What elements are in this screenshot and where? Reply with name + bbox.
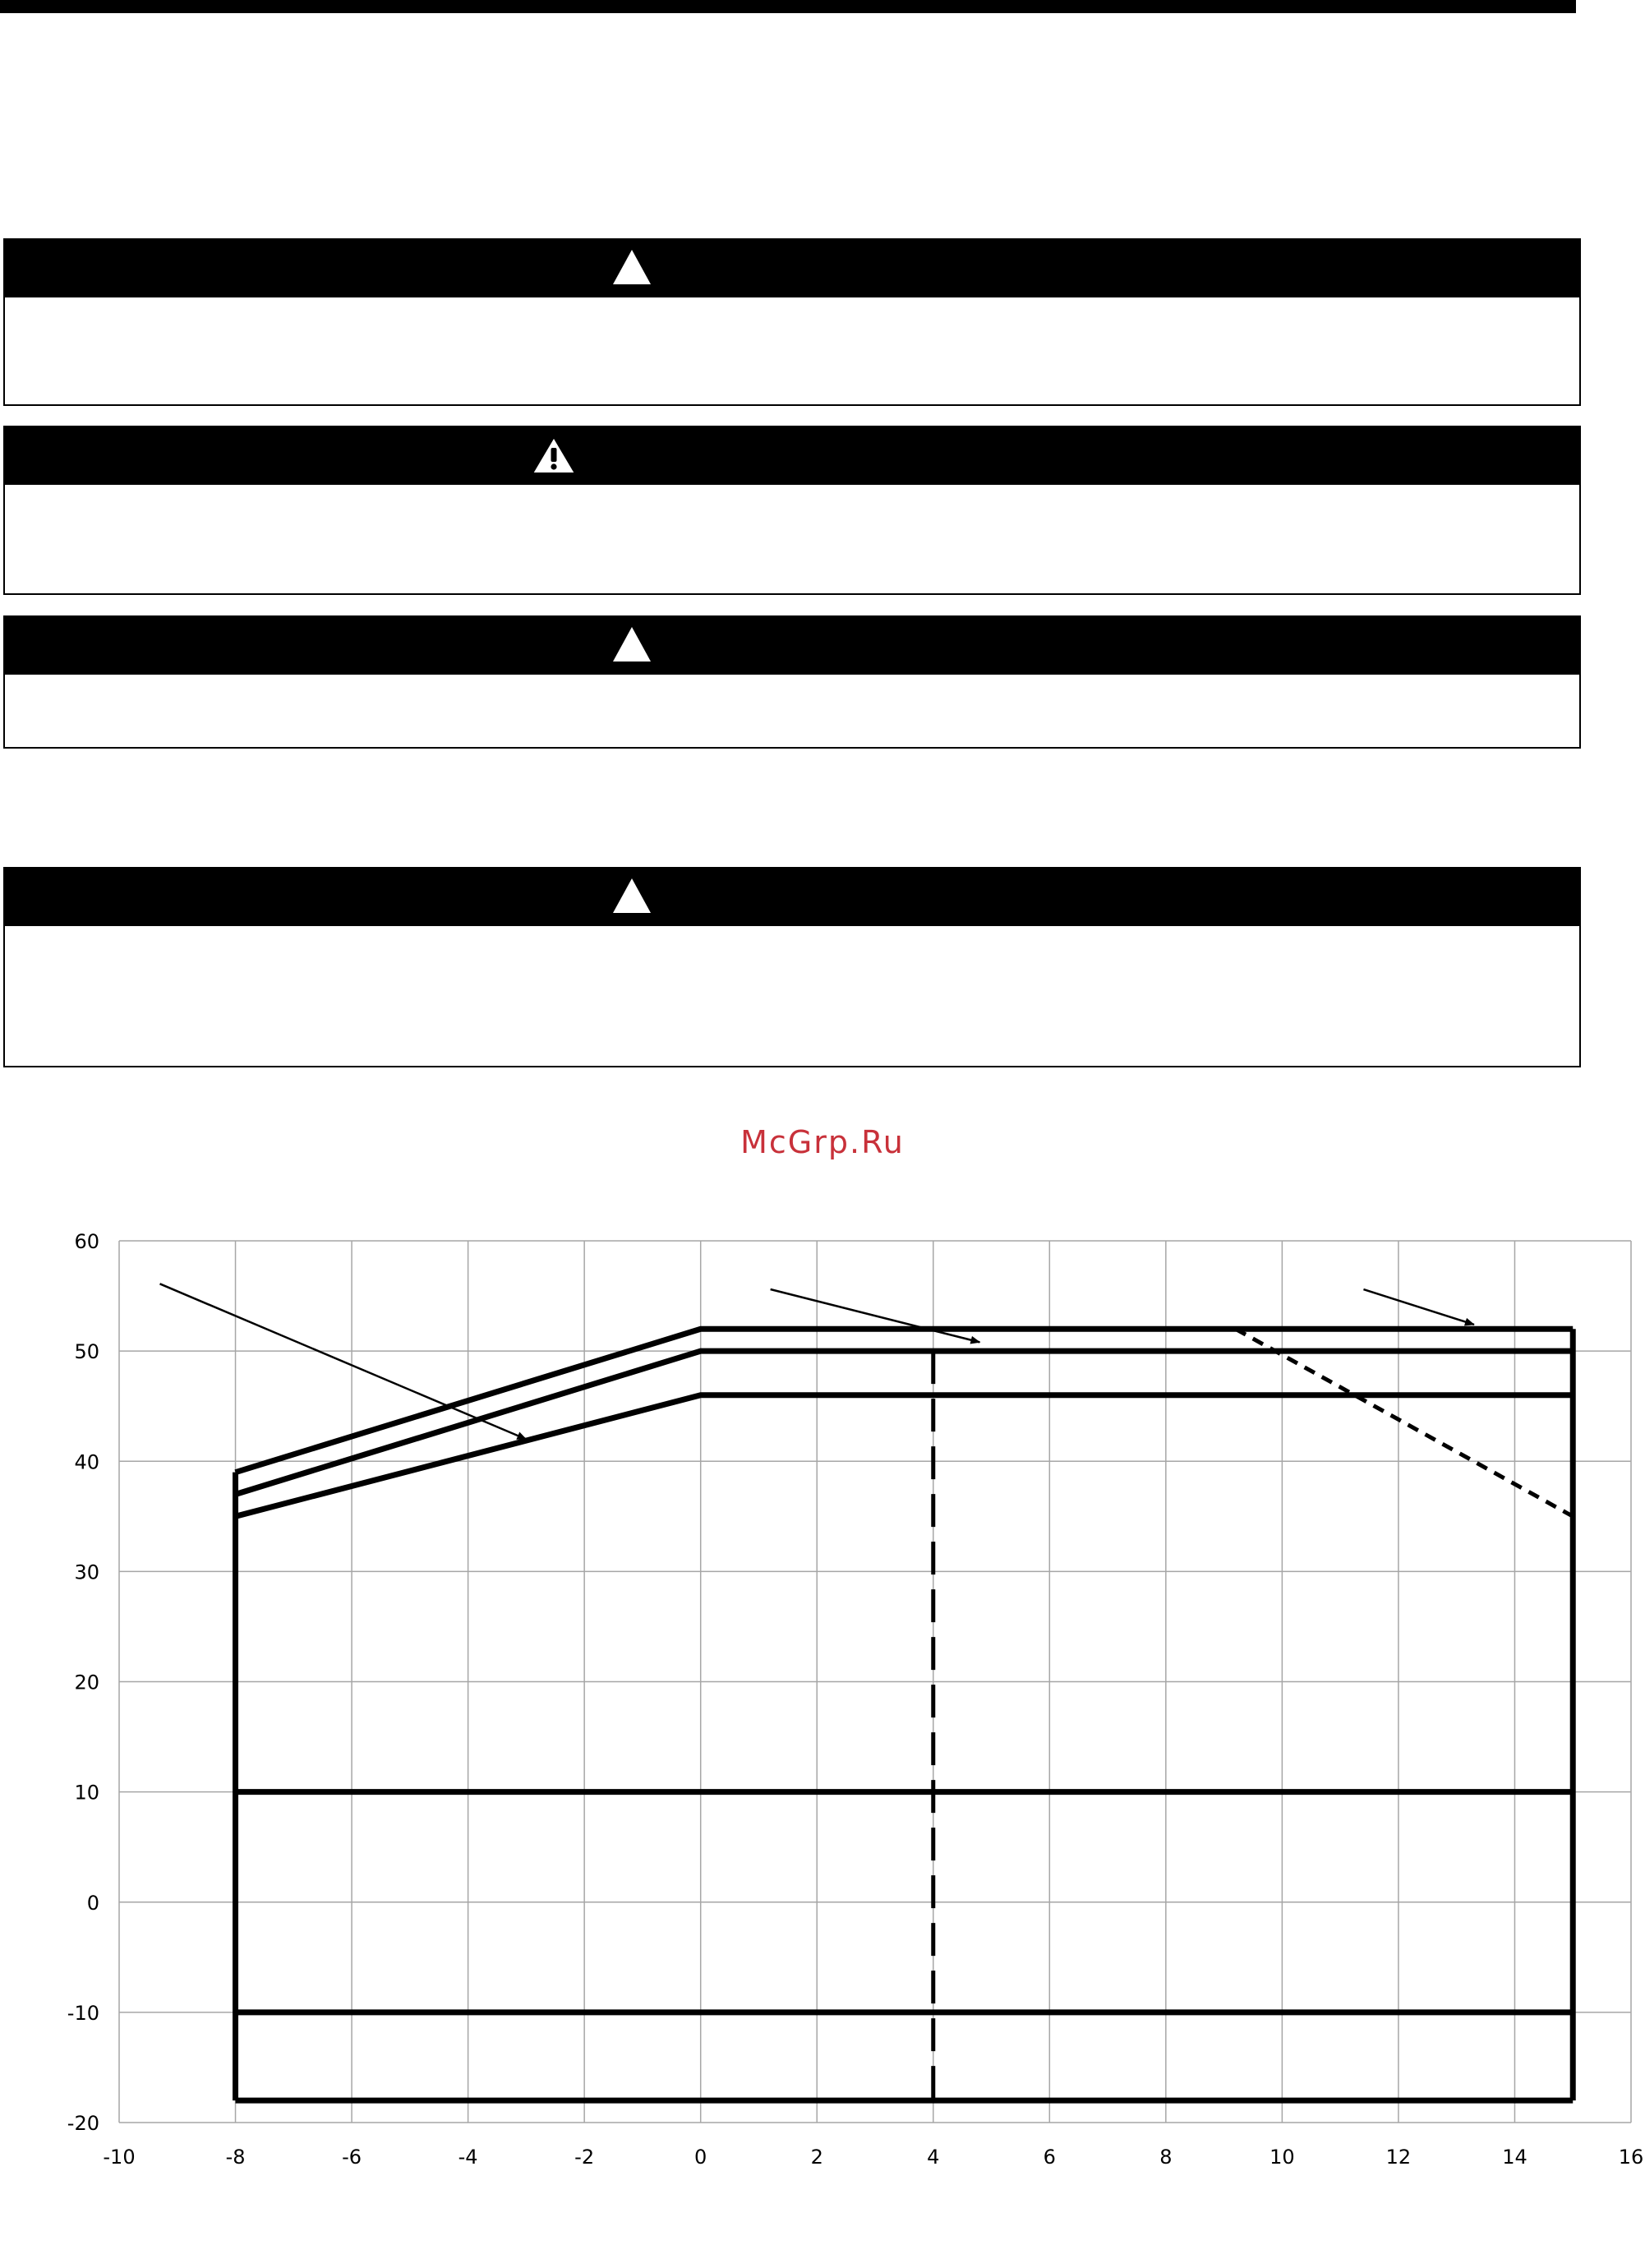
chart-series (236, 1329, 1574, 2100)
x-tick-label: 14 (1502, 2146, 1528, 2169)
y-tick-label: 40 (74, 1450, 99, 1474)
annotation-arrow (160, 1284, 527, 1439)
x-tick-label: 2 (810, 2146, 823, 2169)
warning-header (5, 427, 1579, 485)
y-tick-label: 20 (74, 1671, 99, 1694)
series-line (1236, 1329, 1573, 1516)
y-tick-label: 50 (74, 1340, 99, 1364)
warning-triangle-icon (611, 877, 652, 915)
x-tick-label: 6 (1043, 2146, 1056, 2169)
y-tick-label: 30 (74, 1560, 99, 1584)
x-tick-label: 8 (1159, 2146, 1173, 2169)
y-tick-label: 10 (74, 1781, 99, 1805)
x-tick-label: 4 (927, 2146, 940, 2169)
warning-header (5, 240, 1579, 297)
top-rule (0, 0, 1576, 13)
x-tick-label: 16 (1618, 2146, 1644, 2169)
chart (0, 1216, 1645, 2186)
x-tick-label: -8 (225, 2146, 246, 2169)
annotation-arrow (1363, 1289, 1473, 1325)
warning-triangle-icon (611, 625, 652, 663)
warning-box-3 (3, 615, 1581, 749)
warning-header (5, 617, 1579, 675)
x-tick-label: 12 (1385, 2146, 1412, 2169)
series-line (236, 1351, 1574, 1494)
chart-grid (119, 1241, 1631, 2123)
x-tick-label: 0 (694, 2146, 707, 2169)
chart-ticks (67, 1230, 1643, 2169)
y-tick-label: -20 (67, 2112, 99, 2135)
warning-box-2 (3, 426, 1581, 595)
warning-box-4 (3, 867, 1581, 1067)
annotation-arrow (771, 1289, 980, 1342)
x-tick-label: -2 (574, 2146, 595, 2169)
x-tick-label: -10 (103, 2146, 136, 2169)
warning-box-1 (3, 238, 1581, 406)
y-tick-label: 0 (86, 1891, 99, 1915)
warning-header (5, 869, 1579, 926)
x-tick-label: -6 (342, 2146, 362, 2169)
y-tick-label: -10 (67, 2001, 99, 2025)
warning-exclamation-triangle-icon (531, 436, 577, 475)
y-tick-label: 60 (74, 1230, 99, 1253)
warning-triangle-icon (611, 248, 652, 286)
watermark: McGrp.Ru (740, 1124, 905, 1160)
x-tick-label: 10 (1269, 2146, 1295, 2169)
x-tick-label: -4 (458, 2146, 478, 2169)
